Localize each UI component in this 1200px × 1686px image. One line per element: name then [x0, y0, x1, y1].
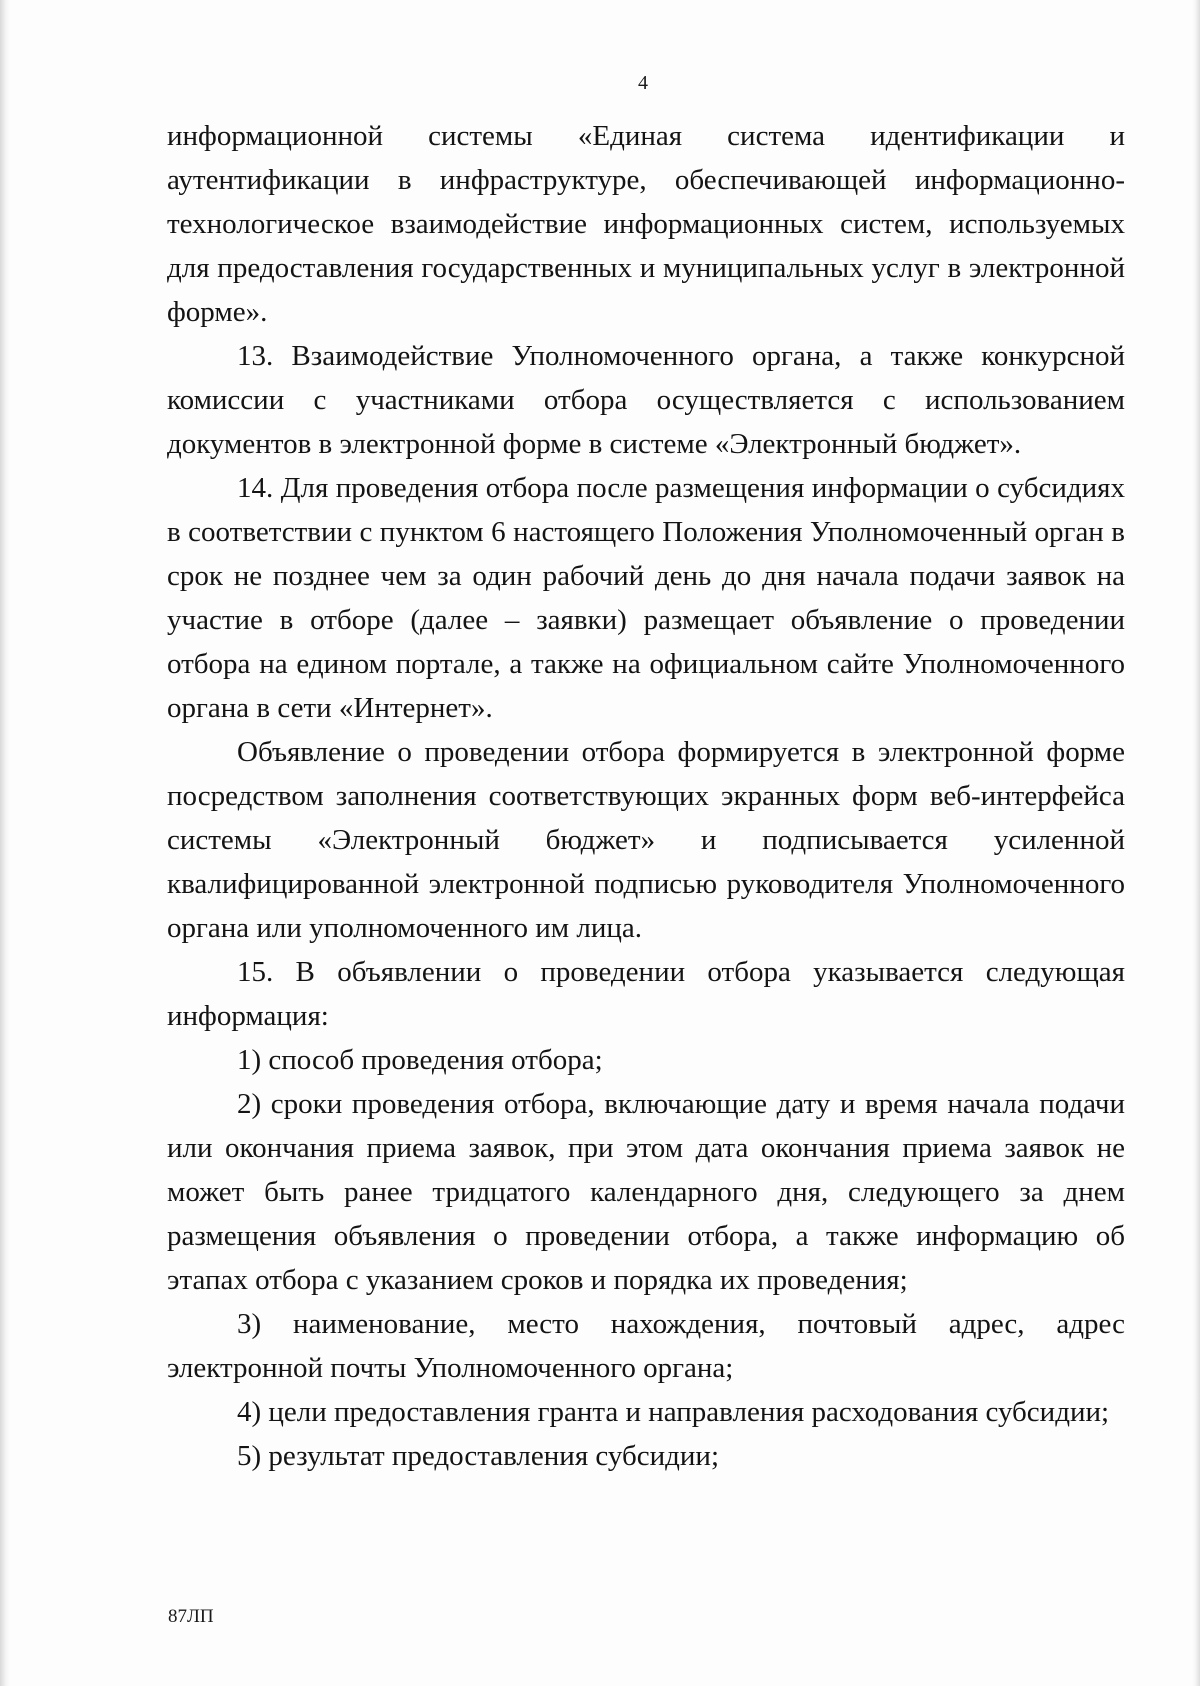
list-item-2: 2) сроки проведения отбора, включающие дату и время начала подачи или окончания приема заявок, при этом дата окончания приема заявок не может быть ранее тридцатого календарного дня, следующего за днем размещения объявления о проведении отбора, а также информацию об этапах отбора с указанием сроков и порядка их проведения; [167, 1088, 1125, 1296]
paragraph-item-14: 14. Для проведения отбора после размещения информации о субсидиях в соответствии с пунктом 6 настоящего Положения Уполномоченный орган в срок не позднее чем за один рабочий день до дня начала подачи заявок на участие в отборе (далее – заявки) размещает объявление о проведении отбора на едином портале, а также на официальном сайте Уполномоченного органа в сети «Интернет». [167, 472, 1125, 724]
scan-edge-left [0, 0, 10, 1686]
document-body [167, 114, 1125, 1478]
list-item-5: 5) результат предоставления субсидии; [237, 1440, 720, 1472]
footer-document-code: 87ЛП [168, 1606, 214, 1627]
paragraph-item-15: 15. В объявлении о проведении отбора указывается следующая информация: [167, 956, 1125, 1032]
paragraph-announcement: Объявление о проведении отбора формируется в электронной форме посредством заполнения соответствующих экранных форм веб-интерфейса системы «Электронный бюджет» и подписывается усиленной квалифицированной электронной подписью руководителя Уполномоченного органа или уполномоченного им лица. [167, 736, 1125, 944]
list-item-3: 3) наименование, место нахождения, почтовый адрес, адрес электронной почты Уполномоченного органа; [167, 1308, 1125, 1384]
paragraph-continuation: информационной системы «Единая система идентификации и аутентификации в инфраструктуре, обеспечивающей информационно-технологическое взаимодействие информационных систем, используемых для предоставления государственных и муниципальных услуг в электронной форме». [167, 120, 1125, 328]
scan-edge-right [1192, 0, 1200, 1686]
list-item-4: 4) цели предоставления гранта и направления расходования субсидии; [237, 1396, 1110, 1428]
page-number: 4 [638, 72, 648, 94]
paragraph-item-13: 13. Взаимодействие Уполномоченного органа, а также конкурсной комиссии с участниками отбора осуществляется с использованием документов в электронной форме в системе «Электронный бюджет». [167, 340, 1125, 460]
list-item-1: 1) способ проведения отбора; [237, 1044, 603, 1076]
